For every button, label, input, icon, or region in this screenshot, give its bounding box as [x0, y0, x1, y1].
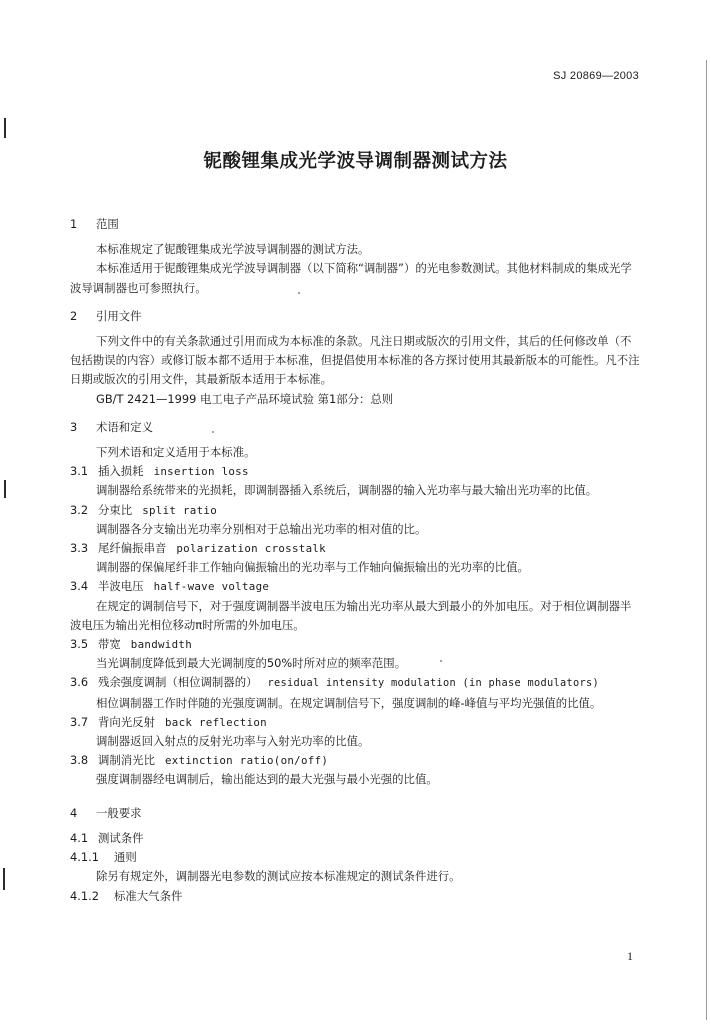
page-number: 1	[627, 949, 633, 963]
section-2-paragraph: 下列文件中的有关条款通过引用而成为本标准的条款。凡注日期或版次的引用文件，其后的任何修改单（不包括勘误的内容）或修订版本都不适用于本标准，但提倡使用本标准的各方探讨使用其最新版本的可能性。凡不注日期或版次的引用文件，其最新版本适用于本标准。	[70, 334, 640, 387]
term-heading: 3.7 背向光反射 back reflection	[70, 714, 267, 729]
section-1-paragraph: 本标准规定了铌酸锂集成光学波导调制器的测试方法。	[96, 242, 370, 257]
document-title: 铌酸锂集成光学波导调制器测试方法	[203, 151, 508, 172]
term-heading: 3.1 插入损耗 insertion loss	[70, 464, 249, 479]
subsection-paragraph: 除另有规定外，调制器光电参数的测试应按本标准规定的测试条件进行。	[96, 869, 461, 884]
term-definition: 当光调制度降低到最大光调制度的50%时所对应的频率范围。	[96, 656, 407, 671]
section-3-heading: 3 术语和定义	[70, 419, 153, 434]
document-body	[70, 206, 642, 906]
term-heading: 3.8 调制消光比 extinction ratio(on/off)	[70, 753, 329, 768]
subsection-heading: 4.1.1 通则	[70, 850, 137, 865]
term-heading: 3.6 残余强度调制（相位调制器的） residual intensity modulation (in phase modulators)	[70, 675, 599, 690]
scan-edge-mark	[706, 60, 707, 1020]
section-3-intro: 下列术语和定义适用于本标准。	[96, 445, 256, 460]
subsection-heading: 4.1.2 标准大气条件	[70, 888, 183, 903]
scan-edge-mark	[4, 118, 6, 138]
section-1-heading: 1 范围	[70, 217, 119, 231]
term-heading: 3.5 带宽 bandwidth	[70, 637, 192, 652]
term-heading: 3.3 尾纤偏振串音 polarization crosstalk	[70, 541, 326, 556]
subsection-heading: 4.1 测试条件	[70, 830, 144, 845]
term-heading: 3.4 半波电压 half-wave voltage	[70, 579, 270, 594]
section-4-heading: 4 一般要求	[70, 805, 142, 820]
term-definition: 相位调制器工作时伴随的光强度调制。在规定调制信号下，强度调制的峰-峰值与平均光强值的比值。	[96, 695, 602, 710]
term-definition: 调制器的保偏尾纤非工作轴向偏振输出的光功率与工作轴向偏振输出的光功率的比值。	[96, 560, 529, 575]
term-heading: 3.2 分束比 split ratio	[70, 502, 217, 517]
section-1-paragraph: 本标准适用于铌酸锂集成光学波导调制器（以下简称“调制器”）的光电参数测试。其他材料制成的集成光学波导调制器也可参照执行。	[70, 261, 632, 295]
term-definition: 调制器给系统带来的光损耗，即调制器插入系统后，调制器的输入光功率与最大输出光功率的比值。	[96, 483, 598, 498]
term-definition: 强度调制器经电调制后，输出能达到的最大光强与最小光强的比值。	[96, 772, 438, 787]
standard-code: SJ 20869—2003	[553, 70, 639, 82]
term-definition: 在规定的调制信号下，对于强度调制器半波电压为输出光功率从最大到最小的外加电压。对于相位调制器半波电压为输出光相位移动π时所需的外加电压。	[70, 598, 632, 632]
term-definition: 调制器各分支输出光功率分别相对于总输出光功率的相对值的比。	[96, 521, 427, 536]
normative-reference: GB/T 2421—1999 电工电子产品环境试验 第1部分：总则	[96, 391, 394, 406]
scan-edge-mark	[3, 868, 5, 890]
scan-edge-mark	[4, 480, 6, 498]
section-2-heading: 2 引用文件	[70, 308, 142, 323]
term-definition: 调制器返回入射点的反射光功率与入射光功率的比值。	[96, 734, 370, 749]
